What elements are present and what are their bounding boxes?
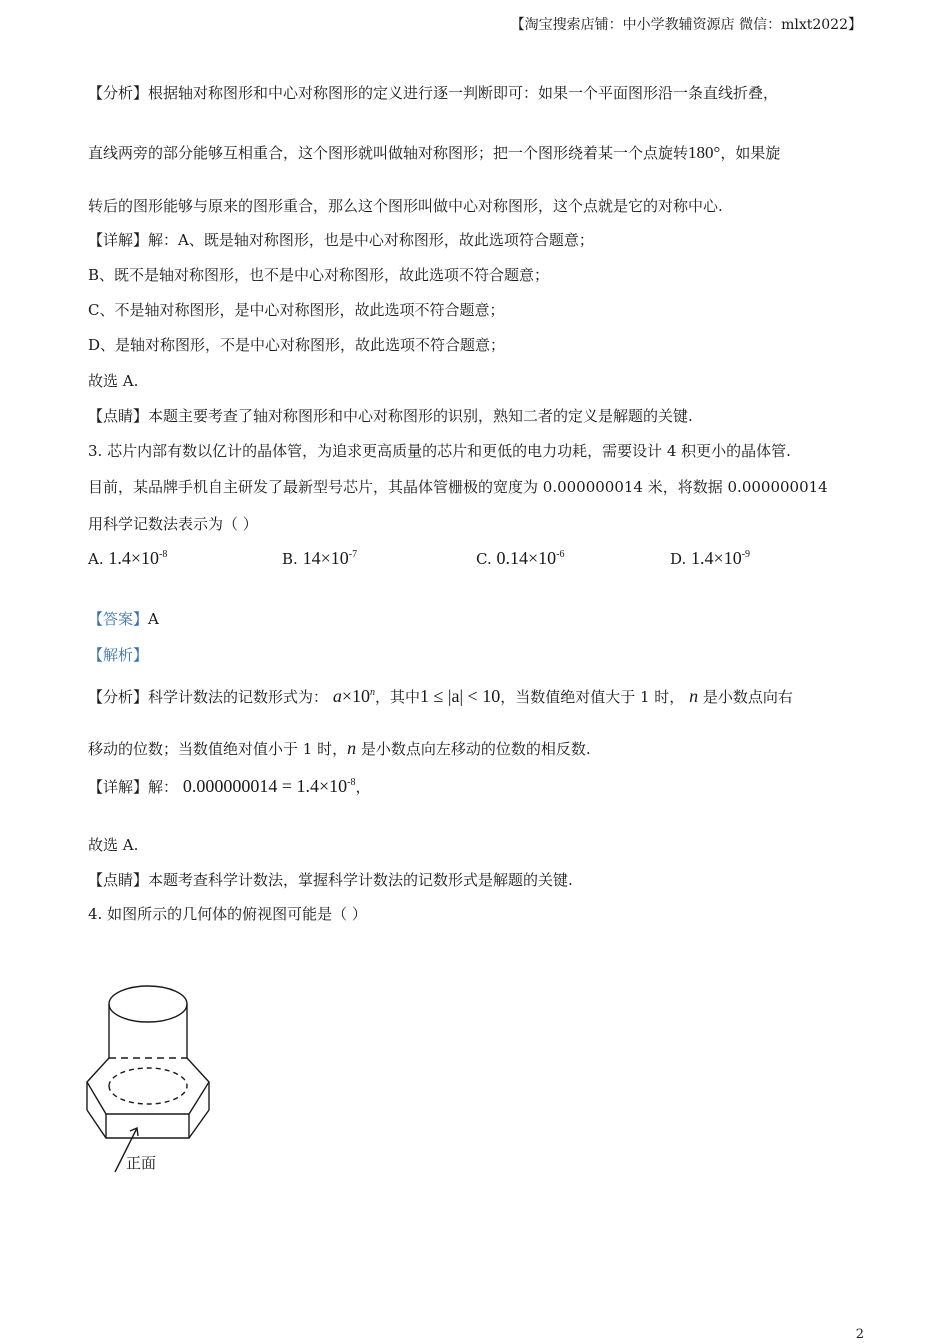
q3-stem-line3: 用科学记数法表示为（ ） (88, 515, 258, 533)
q2-detail-a (88, 229, 594, 250)
var-n: n (689, 686, 699, 706)
comment-text: 本题主要考查了轴对称图形和中心对称图形的识别，熟知二者的定义是解题的关键. (148, 407, 693, 425)
detail-tag: 【详解】 (88, 231, 149, 249)
q2-analysis-line2 (88, 142, 780, 163)
option-base: 14×10 (302, 548, 349, 568)
hexagon-top (87, 1058, 209, 1114)
comment-text: 本题考查科学计数法，掌握科学计数法的记数形式是解题的关键. (148, 871, 573, 889)
option-base: 0.14×10 (496, 548, 557, 568)
comment-tag: 【点睛】 (88, 871, 149, 889)
option-exp: -7 (348, 549, 358, 560)
equation-body: 0.000000014 = 1.4×10 (182, 776, 348, 796)
front-label: 正面 (126, 1154, 157, 1172)
q2-detail-d: D、是轴对称图形，不是中心对称图形，故此选项不符合题意； (88, 336, 506, 354)
q3-answer (88, 608, 159, 629)
analysis-tag: 【分析】 (88, 688, 149, 706)
condition: 1 ≤ |a| < 10 (419, 686, 501, 706)
analysis-tag: 【分析】 (88, 84, 149, 102)
analysis-text: 是小数点向左移动的位数的相反数. (360, 740, 591, 758)
q2-analysis-line1 (88, 82, 778, 103)
option-value (691, 548, 750, 568)
times-ten: ×10 (341, 686, 370, 706)
cylinder-top (109, 986, 187, 1022)
option-exp: -6 (556, 549, 565, 560)
q3-comment (88, 869, 573, 890)
comment-tag: 【点睛】 (88, 407, 149, 425)
q3-option-c (476, 548, 565, 569)
sci-form (333, 686, 375, 706)
analysis-text: ，当数值绝对值大于 1 时， (500, 688, 685, 706)
analysis-text: ，如果旋 (720, 144, 781, 162)
option-base: 1.4×10 (691, 548, 742, 568)
option-label: A. (88, 550, 104, 568)
q2-analysis-line3: 转后的图形能够与原来的图形重合，那么这个图形叫做中心对称图形，这个点就是它的对称中心. (88, 197, 723, 215)
var-n: n (347, 738, 357, 758)
page-number: 2 (855, 1327, 864, 1342)
analysis-text: 是小数点向右 (702, 688, 793, 706)
analysis-text: ，其中 (374, 688, 420, 706)
answer-value: A (148, 610, 159, 628)
q3-analysis-line2 (88, 738, 591, 759)
option-exp: -9 (741, 549, 751, 560)
option-exp: -8 (159, 549, 168, 560)
q3-stem-line2: 目前，某品牌手机自主研发了最新型号芯片，其晶体管栅极的宽度为 0.000000014 米，将数据 0.000000014 (88, 478, 828, 496)
option-label: D. (670, 550, 687, 568)
q2-choose: 故选 A. (88, 372, 139, 390)
q3-option-b (282, 548, 357, 569)
q3-explain-tag: 【解析】 (88, 646, 149, 664)
hidden-base-arc-back (109, 1068, 187, 1086)
analysis-text: 科学计数法的记数形式为： (148, 688, 329, 706)
q2-detail-c: C、不是轴对称图形，是中心对称图形，故此选项不符合题意； (88, 301, 505, 319)
analysis-text: 根据轴对称图形和中心对称图形的定义进行逐一判断即可：如果一个平面图形沿一条直线折叠， (148, 84, 779, 102)
answer-tag: 【答案】 (88, 610, 149, 628)
option-label: B. (282, 550, 298, 568)
q3-analysis-line1 (88, 686, 793, 707)
detail-text: 解：A、既是轴对称图形，也是中心对称图形，故此选项符合题意； (148, 231, 594, 249)
q2-detail-b: B、既不是轴对称图形，也不是中心对称图形，故此选项不符合题意； (88, 266, 550, 284)
option-value (497, 548, 565, 568)
detail-equation (183, 776, 356, 796)
angle-180: 180° (688, 143, 721, 162)
q3-detail (88, 776, 370, 797)
q4-stem: 4. 如图所示的几何体的俯视图可能是（ ） (88, 905, 367, 923)
option-base: 1.4×10 (108, 548, 160, 568)
hidden-base-arc (109, 1086, 187, 1104)
analysis-text: 移动的位数；当数值绝对值小于 1 时， (88, 740, 348, 758)
geometry-figure (82, 978, 222, 1188)
q3-choose: 故选 A. (88, 836, 139, 854)
var-a: a (332, 686, 342, 706)
detail-text: 解： (148, 778, 179, 796)
option-label: C. (476, 550, 492, 568)
exp-n: n (369, 687, 375, 698)
q3-option-a (88, 548, 167, 569)
q3-option-d (670, 548, 750, 569)
detail-tag: 【详解】 (88, 778, 149, 796)
option-value (108, 548, 167, 568)
analysis-text: 直线两旁的部分能够互相重合，这个图形就叫做轴对称图形；把一个图形绕着某一个点旋转 (88, 144, 689, 162)
option-value (303, 548, 358, 568)
q3-stem-line1: 3. 芯片内部有数以亿计的晶体管，为追求更高质量的芯片和更低的电力功耗，需要设计 4 积更小的晶体管. (88, 442, 791, 460)
q2-comment (88, 405, 693, 426)
detail-text: ， (355, 778, 371, 796)
equation-exp: -8 (347, 777, 356, 788)
page-header: 【淘宝搜索店铺：中小学教辅资源店 微信：mlxt2022】 (510, 17, 862, 33)
